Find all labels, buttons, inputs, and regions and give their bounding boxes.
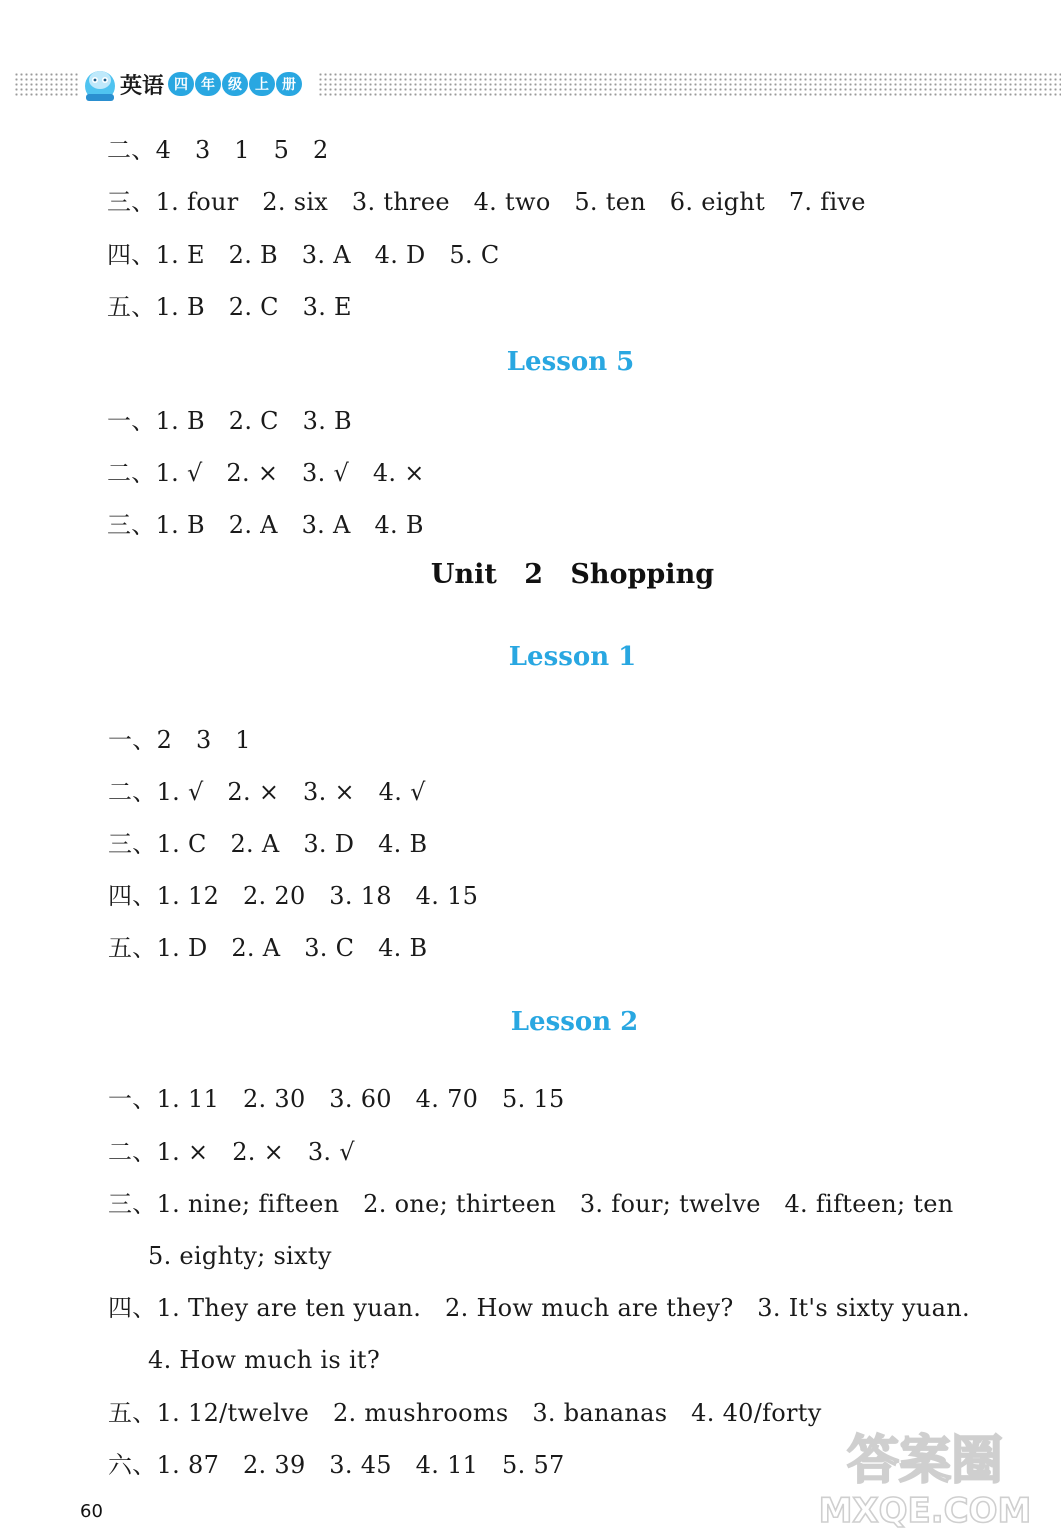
lesson-heading: Lesson 5 xyxy=(506,347,635,377)
header-dots-right xyxy=(318,72,1061,96)
lesson-heading: Lesson 1 xyxy=(508,642,637,672)
header-title xyxy=(120,70,303,98)
answer-line: 四、1. E 2. B 3. A 4. D 5. C xyxy=(107,241,500,269)
answer-line: 三、1. nine; fifteen 2. one; thirteen 3. four; twelve 4. fifteen; ten xyxy=(108,1190,954,1218)
answer-line: 三、1. C 2. A 3. D 4. B xyxy=(108,830,428,858)
answer-line: 二、4 3 1 5 2 xyxy=(107,136,329,164)
answer-line: 五、1. 12/twelve 2. mushrooms 3. bananas 4. 40/forty xyxy=(108,1399,822,1427)
answer-line: 四、1. They are ten yuan. 2. How much are they? 3. It's sixty yuan. xyxy=(108,1294,970,1322)
answer-line: 二、1. √ 2. × 3. √ 4. × xyxy=(107,459,425,487)
grade-badge: 上 xyxy=(249,72,275,96)
answer-line: 三、1. B 2. A 3. A 4. B xyxy=(107,511,424,539)
lesson-heading: Lesson 2 xyxy=(510,1007,639,1037)
grade-badge: 年 xyxy=(195,72,221,96)
mascot-icon xyxy=(80,64,120,104)
answer-line: 一、2 3 1 xyxy=(108,726,251,754)
grade-badge: 四 xyxy=(168,72,194,96)
watermark-bottom-text: MXQE.COM xyxy=(818,1491,1032,1531)
page-number: 60 xyxy=(80,1501,103,1522)
answer-line: 5. eighty; sixty xyxy=(148,1242,332,1270)
answer-line: 二、1. √ 2. × 3. × 4. √ xyxy=(108,778,426,806)
answer-line: 三、1. four 2. six 3. three 4. two 5. ten 6. eight 7. five xyxy=(107,188,866,216)
grade-badge: 册 xyxy=(276,72,302,96)
unit-heading: Unit 2 Shopping xyxy=(430,559,715,590)
answer-line: 4. How much is it? xyxy=(148,1346,381,1374)
watermark-logo xyxy=(800,1410,1050,1535)
grade-badges xyxy=(168,72,303,96)
answer-line: 四、1. 12 2. 20 3. 18 4. 15 xyxy=(108,882,479,910)
answer-line: 一、1. 11 2. 30 3. 60 4. 70 5. 15 xyxy=(108,1085,565,1113)
subject-label: 英语 xyxy=(120,73,165,99)
header-dots-left xyxy=(14,72,78,96)
grade-badge: 级 xyxy=(222,72,248,96)
page-header xyxy=(0,62,1061,108)
answer-line: 二、1. × 2. × 3. √ xyxy=(108,1138,355,1166)
answer-line: 五、1. B 2. C 3. E xyxy=(107,293,352,321)
answer-line: 五、1. D 2. A 3. C 4. B xyxy=(108,934,428,962)
watermark-top-text: 答案圈 xyxy=(846,1431,1004,1491)
answer-line: 一、1. B 2. C 3. B xyxy=(107,407,352,435)
answer-line: 六、1. 87 2. 39 3. 45 4. 11 5. 57 xyxy=(108,1451,565,1479)
